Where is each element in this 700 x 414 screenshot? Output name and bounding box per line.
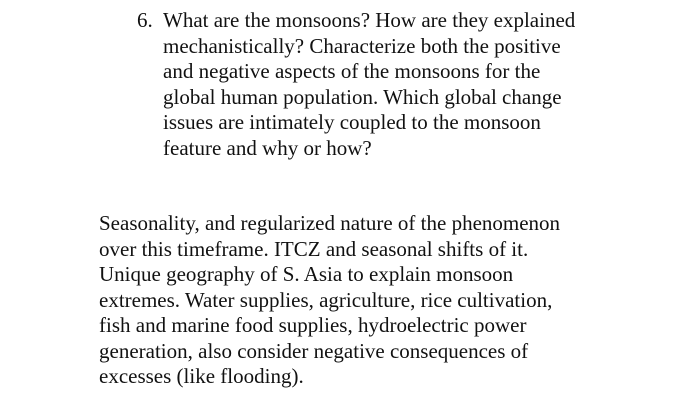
answer-line: over this timeframe. ITCZ and seasonal shifts of it. xyxy=(99,236,529,261)
question-line: feature and why or how? xyxy=(163,135,372,160)
question-line: issues are intimately coupled to the monsoon xyxy=(163,110,541,134)
answer-line: Unique geography of S. Asia to explain monsoon xyxy=(99,262,514,286)
question-line: and negative aspects of the monsoons for the xyxy=(163,59,541,83)
question-line: global human population. Which global change xyxy=(163,84,562,109)
question-row xyxy=(137,8,677,161)
answer-line: excesses (like flooding). xyxy=(99,364,304,388)
answer-block xyxy=(99,211,689,390)
question-line: What are the monsoons? How are they explained xyxy=(163,8,576,32)
answer-line: generation, also consider negative consequences of xyxy=(99,338,529,363)
question-line: mechanistically? Characterize both the positive xyxy=(163,33,561,58)
answer-line: extremes. Water supplies, agriculture, rice cultivation, xyxy=(99,287,553,312)
question-block xyxy=(137,8,677,161)
answer-line: fish and marine food supplies, hydroelectric power xyxy=(99,313,527,337)
question-text xyxy=(163,8,677,161)
answer-line: Seasonality, and regularized nature of the phenomenon xyxy=(99,211,561,235)
question-number: 6. xyxy=(137,8,153,32)
